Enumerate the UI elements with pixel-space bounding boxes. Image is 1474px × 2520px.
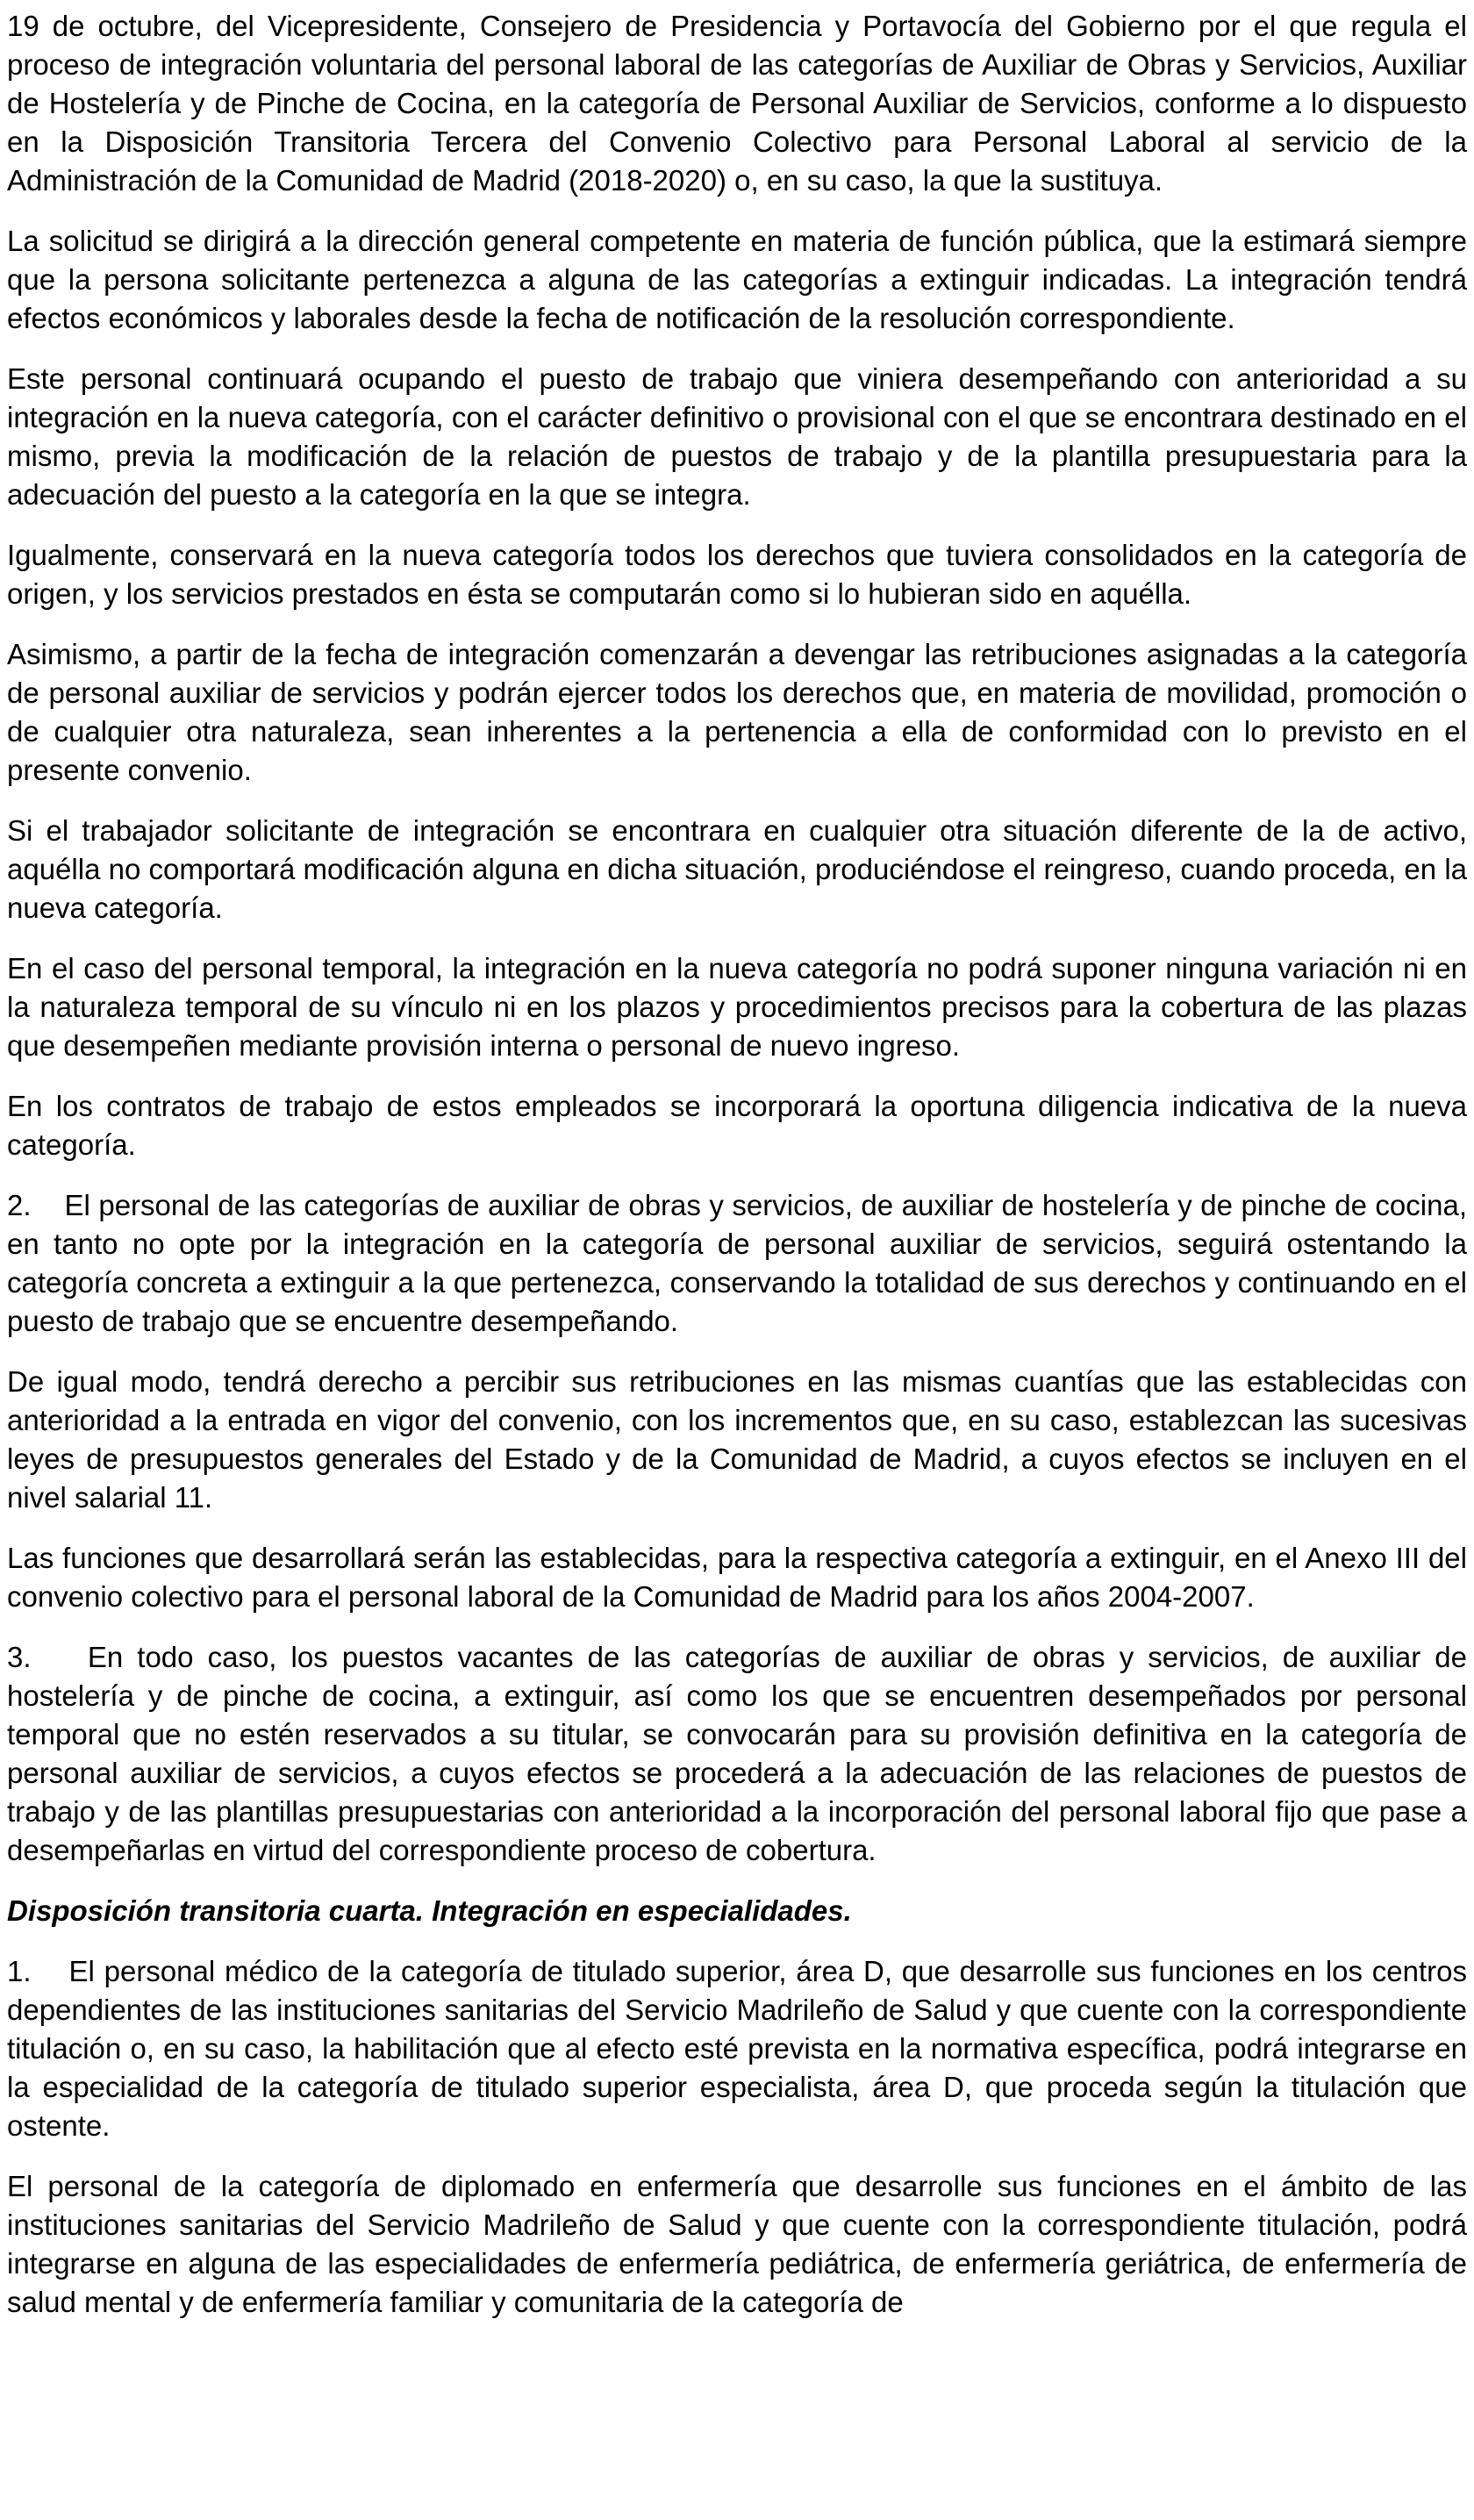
paragraph-funciones-anexo: Las funciones que desarrollará serán las establecidas, para la respectiva categoría a extinguir, en el Anexo III del convenio colectivo para el personal laboral de la Comunidad de Madrid para los años 2004-2007. — [7, 1542, 1467, 1613]
paragraph-intro-decree: 19 de octubre, del Vicepresidente, Consejero de Presidencia y Portavocía del Gobierno por el que regula el proceso de integración voluntaria del personal laboral de las categorías de Auxiliar de Obras y Servicios, Auxiliar de Hostelería y de Pinche de Cocina, en la categoría de Personal Auxiliar de Servicios, conforme a lo dispuesto en la Disposición Transitoria Tercera del Convenio Colectivo para Personal Laboral al servicio de la Administración de la Comunidad de Madrid (2018-2020) o, en su caso, la que la sustituya. — [7, 10, 1467, 197]
section-heading-disposicion-transitoria-cuarta: Disposición transitoria cuarta. Integración en especialidades. — [7, 1894, 852, 1927]
paragraph-punto-1-medico: 1. El personal médico de la categoría de titulado superior, área D, que desarrolle sus funciones en los centros dependientes de las instituciones sanitarias del Servicio Madrileño de Salud y que cuente con la correspondiente titulación o, en su caso, la habilitación que al efecto esté prevista en la normativa específica, podrá integrarse en la especialidad de la categoría de titulado superior especialista, área D, que proceda según la titulación que ostente. — [7, 1955, 1467, 2142]
paragraph-situacion-activo: Si el trabajador solicitante de integración se encontrara en cualquier otra situación diferente de la de activo, aquélla no comportará modificación alguna en dicha situación, produciéndose el reingreso, cuando proceda, en la nueva categoría. — [7, 814, 1467, 924]
paragraph-derechos-consolidados: Igualmente, conservará en la nueva categoría todos los derechos que tuviera consolidados en la categoría de origen, y los servicios prestados en ésta se computarán como si lo hubieran sido en aquélla. — [7, 539, 1467, 610]
paragraph-retribuciones-cuantias: De igual modo, tendrá derecho a percibir sus retribuciones en las mismas cuantías que las establecidas con anterioridad a la entrada en vigor del convenio, con los incrementos que, en su caso, establezcan las sucesivas leyes de presupuestos generales del Estado y de la Comunidad de Madrid, a cuyos efectos se incluyen en el nivel salarial 11. — [7, 1365, 1467, 1514]
paragraph-contratos-diligencia: En los contratos de trabajo de estos empleados se incorporará la oportuna diligencia indicativa de la nueva categoría. — [7, 1090, 1467, 1161]
paragraph-personal-temporal: En el caso del personal temporal, la integración en la nueva categoría no podrá suponer ninguna variación ni en la naturaleza temporal de su vínculo ni en los plazos y procedimientos precisos para la cobertura de las plazas que desempeñen mediante provisión interna o personal de nuevo ingreso. — [7, 952, 1467, 1062]
paragraph-punto-2: 2. El personal de las categorías de auxiliar de obras y servicios, de auxiliar de hostelería y de pinche de cocina, en tanto no opte por la integración en la categoría de personal auxiliar de servicios, seguirá ostentando la categoría concreta a extinguir a la que pertenezca, conservando la totalidad de sus derechos y continuando en el puesto de trabajo que se encuentre desempeñando. — [7, 1189, 1467, 1337]
paragraph-solicitud: La solicitud se dirigirá a la dirección general competente en materia de función pública, que la estimará siempre que la persona solicitante pertenezca a alguna de las categorías a extinguir indicadas. La integración tendrá efectos económicos y laborales desde la fecha de notificación de la resolución correspondiente. — [7, 225, 1467, 334]
paragraph-retribuciones-devengo: Asimismo, a partir de la fecha de integración comenzarán a devengar las retribuciones asignadas a la categoría de personal auxiliar de servicios y podrán ejercer todos los derechos que, en materia de movilidad, promoción o de cualquier otra naturaleza, sean inherentes a la pertenencia a ella de conformidad con lo previsto en el presente convenio. — [7, 638, 1467, 786]
paragraph-enfermeria: El personal de la categoría de diplomado en enfermería que desarrolle sus funciones en el ámbito de las instituciones sanitarias del Servicio Madrileño de Salud y que cuente con la correspondiente titulación, podrá integrarse en alguna de las especialidades de enfermería pediátrica, de enfermería geriátrica, de enfermería de salud mental y de enfermería familiar y comunitaria de la categoría de — [7, 2170, 1467, 2318]
paragraph-punto-3: 3. En todo caso, los puestos vacantes de las categorías de auxiliar de obras y servicios, de auxiliar de hostelería y de pinche de cocina, a extinguir, así como los que se encuentren desempeñados por personal temporal que no estén reservados a su titular, se convocarán para su provisión definitiva en la categoría de personal auxiliar de servicios, a cuyos efectos se procederá a la adecuación de las relaciones de puestos de trabajo y de las plantillas presupuestarias con anterioridad a la incorporación del personal laboral fijo que pase a desempeñarlas en virtud del correspondiente proceso de cobertura. — [7, 1641, 1467, 1866]
paragraph-puesto-trabajo: Este personal continuará ocupando el puesto de trabajo que viniera desempeñando con anterioridad a su integración en la nueva categoría, con el carácter definitivo o provisional con el que se encontrara destinado en el mismo, previa la modificación de la relación de puestos de trabajo y de la plantilla presupuestaria para la adecuación del puesto a la categoría en la que se integra. — [7, 362, 1467, 511]
